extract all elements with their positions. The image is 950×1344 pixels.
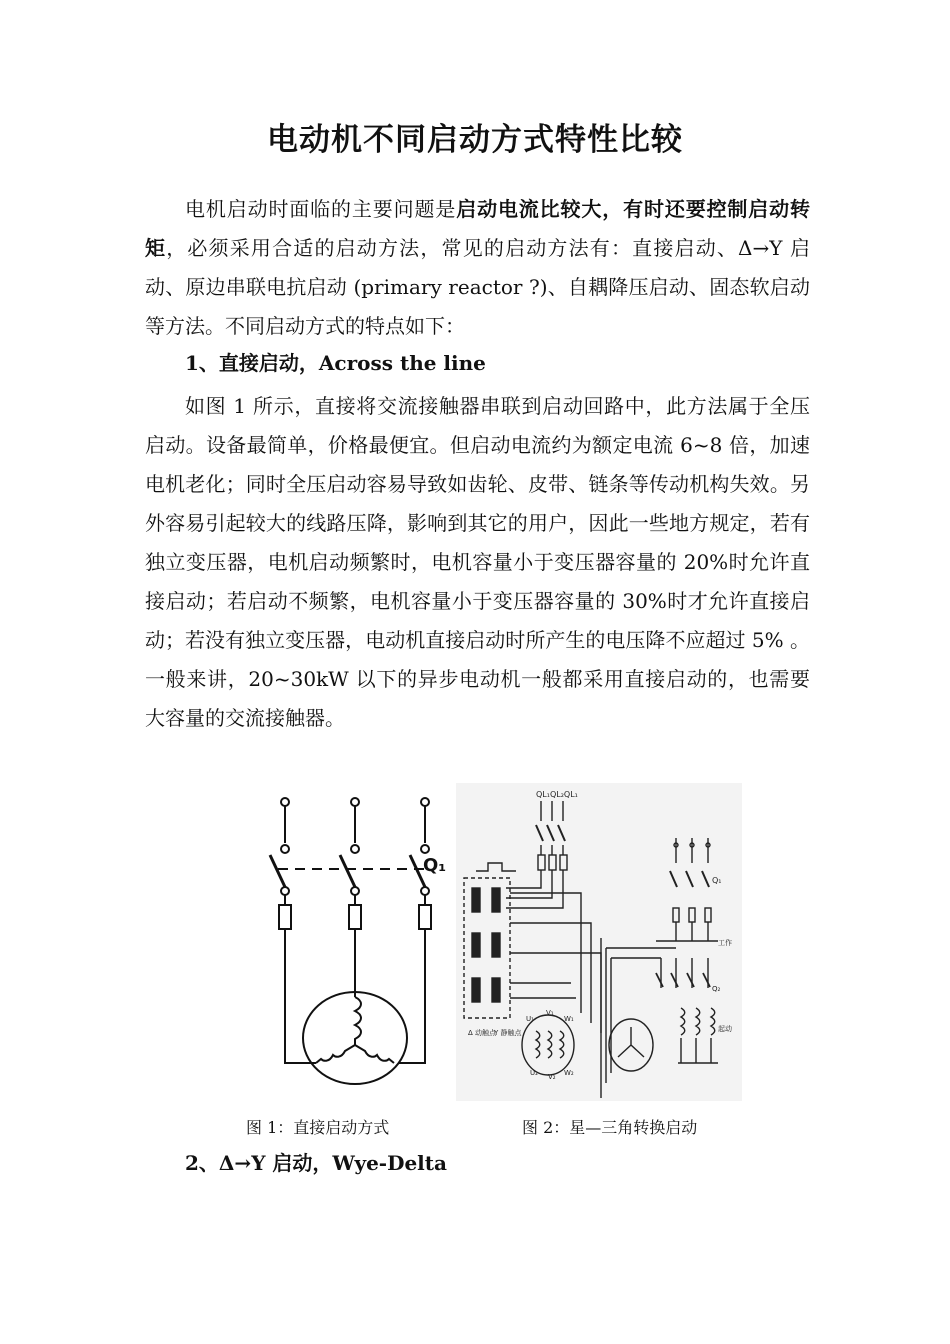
- intro-paragraph: [145, 190, 810, 346]
- fig2-switch-q1: Q₁: [712, 876, 722, 885]
- fig2-state-start: 起动: [718, 1025, 732, 1033]
- figure-2-caption: 图 2：星—三角转换启动: [522, 1118, 698, 1137]
- figure-1-direct-start-diagram: [258, 785, 448, 1101]
- fig2-supply-label: QL₁QL₂QL₁: [536, 790, 578, 799]
- intro-emphasis: 启动电流比较大，有时还要控制启动转矩: [145, 197, 811, 260]
- fig2-label-w2: W₂: [564, 1069, 574, 1077]
- fig2-contact-label-star: Y 静触点: [494, 1029, 522, 1037]
- fig2-state-work: 工作: [718, 939, 732, 947]
- section-heading-2: 2、Δ→Y 启动，Wye-Delta: [185, 1151, 447, 1175]
- figure-2-star-delta-diagram: [456, 783, 742, 1101]
- intro-text-1: 电机启动时面临的主要问题是: [185, 197, 457, 221]
- fig2-label-u2: U₂: [530, 1069, 538, 1077]
- page-title: 电动机不同启动方式特性比较: [267, 122, 683, 158]
- section-heading-1: 1、直接启动，Across the line: [185, 351, 486, 375]
- fig2-switch-q2: Q₂: [712, 985, 721, 993]
- intro-text-2: ，必须采用合适的启动方法，常见的启动方法有：直接启动、Δ→Y 启动、原边串联电抗启动 (primary reactor ?)、自耦降压启动、固态软启动等方法。不同启动方式的特点如下：: [145, 236, 811, 338]
- fig2-label-v2: V₂: [548, 1073, 556, 1081]
- figure-1-caption: 图 1：直接启动方式: [246, 1118, 390, 1137]
- fig1-switch-label: Q₁: [423, 855, 447, 876]
- direct-start-paragraph: 如图 1 所示，直接将交流接触器串联到启动回路中，此方法属于全压启动。设备最简单，价格最便宜。但启动电流约为额定电流 6~8 倍，加速电机老化；同时全压启动容易导致如齿轮、皮带、链条等传动机构失效。另外容易引起较大的线路压降，影响到其它的用户，因此一些地方规定，若有独立变压器，电机启动频繁时，电机容量小于变压器容量的 20%时允许直接启动；若启动不频繁，电机容量小于变压器容量的 30%时才允许直接启动；若没有独立变压器，电动机直接启动时所产生的电压降不应超过 5% 。一般来讲，20~30kW 以下的异步电动机一般都采用直接启动的，也需要大容量的交流接触器。: [145, 394, 810, 730]
- fig2-label-v1: V₁: [546, 1009, 554, 1017]
- fig2-label-w1: W₁: [564, 1015, 574, 1023]
- fig2-label-u1: U₁: [526, 1015, 534, 1023]
- fig2-contact-label-delta: Δ 动触点: [468, 1029, 497, 1037]
